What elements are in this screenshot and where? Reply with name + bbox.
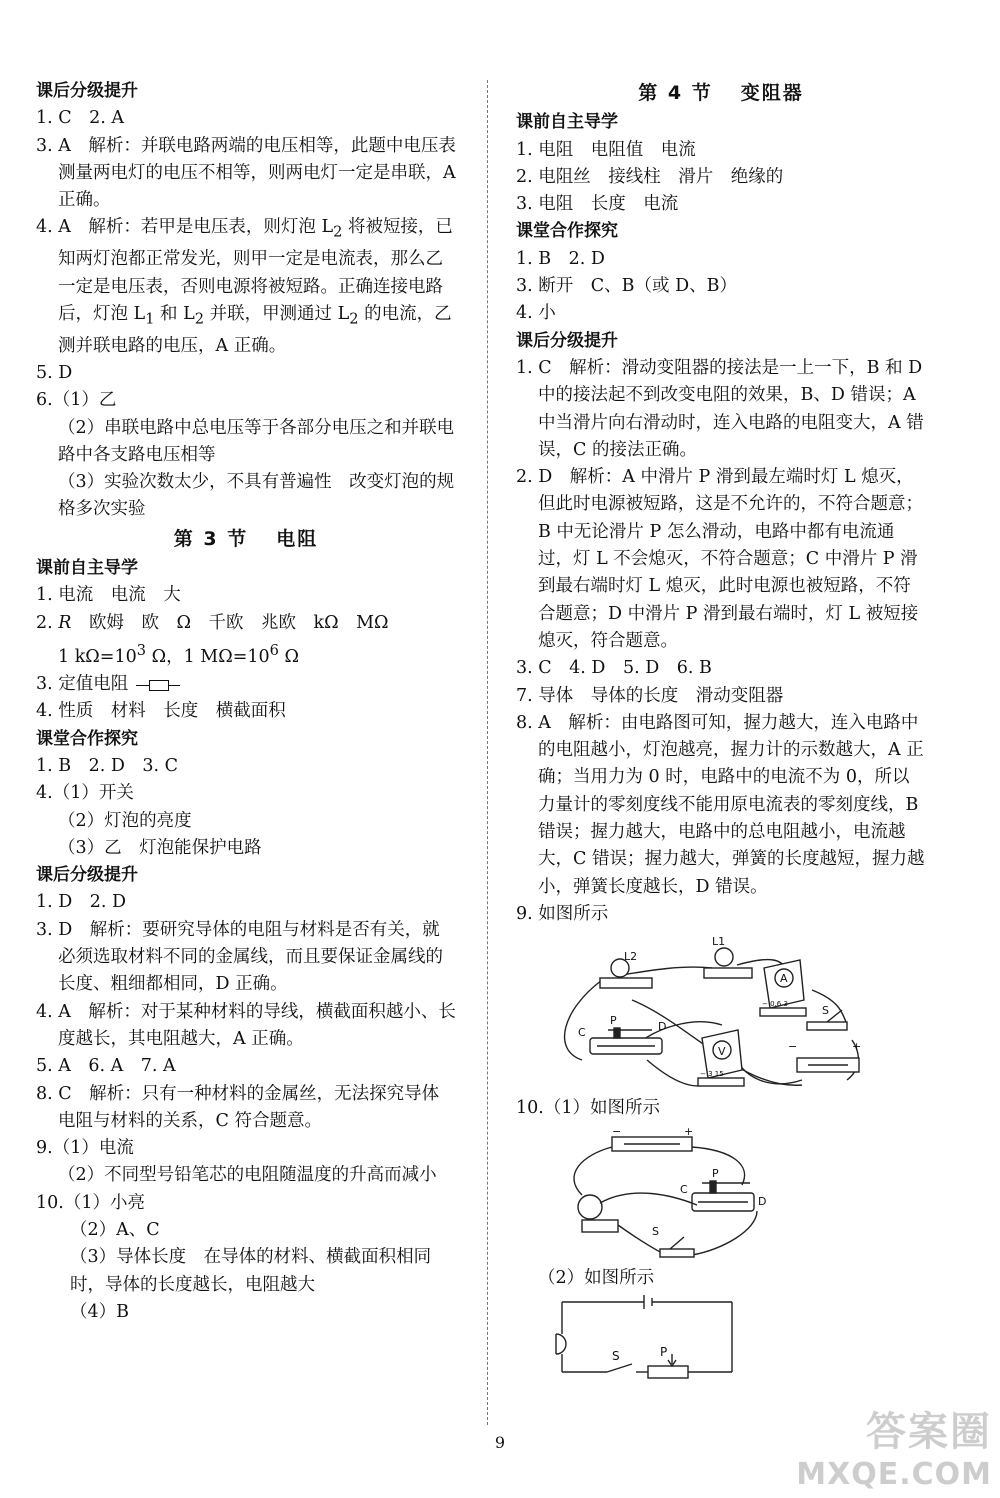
section-title: 第 3 节 电阻 (173, 527, 319, 550)
answer-line: 7. 导体 导体的长度 滑动变阻器 (516, 685, 784, 706)
label-P: P (712, 1166, 719, 1180)
resistor-symbol-icon (136, 680, 180, 690)
answer-line: 9. 如图所示 (516, 903, 609, 924)
circuit-figure-10-2 (552, 1294, 752, 1384)
label-S: S (652, 1224, 659, 1238)
answer-line: 3. C 4. D 5. D 6. B (516, 658, 712, 679)
answer-line: 1. 电阻 电阻值 电流 (516, 139, 696, 160)
answer-line: 3. 定值电阻 (36, 671, 456, 698)
section-title: 第 4 节 变阻器 (638, 82, 804, 104)
circuit-figure-9 (542, 930, 872, 1095)
label-plus: + (852, 1040, 862, 1054)
label-P: P (610, 1014, 617, 1028)
answer-line: 3. 电阻 长度 电流 (516, 194, 679, 215)
label-V: V (718, 1045, 726, 1059)
answer-line: 6.（1）乙 (36, 390, 117, 411)
answer-subline: （3）乙 灯泡能保护电路 (58, 837, 262, 858)
answer-line: 5. D (36, 362, 73, 383)
answer-line: 8. A 解析：由电路图可知，握力越大，连入电路中的电阻越小，灯泡越亮，握力计的示数越大，A 正确；当用力为 0 时，电路中的电流不为 0，所以力量计的零刻度线不能用原电流表的零刻度线，B 错误；握力越大，电路中的总电阻越小，电流越大，C 错误；握力越大，弹簧的长度越短，握力越小，弹簧长度越长，D 错误。 (516, 712, 925, 897)
answer-line: 4.（1）开关 (36, 783, 134, 804)
answer-line: 10.（1）小亮 (36, 1192, 145, 1213)
section-heading: 课后分级提升 (36, 81, 138, 101)
section-heading: 课前自主导学 (36, 558, 138, 579)
right-column (516, 78, 926, 1384)
label-P: P (660, 1344, 668, 1359)
answer-line: 3. A 解析：并联电路两端的电压相等，此题中电压表测量两电灯的电压不相等，则两电灯一定是串联，A 正确。 (36, 135, 456, 211)
answer-line: 2. 电阻丝 接线柱 滑片 绝缘的 (516, 166, 784, 187)
answer-subline: （2）串联电路中总电压等于各部分电压之和并联电路中各支路电压相等 (58, 417, 455, 465)
answer-subline: （2）灯泡的亮度 (58, 810, 192, 831)
page-number: 9 (494, 1433, 506, 1452)
label-minus: − (612, 1124, 622, 1138)
label-plus: + (684, 1124, 694, 1138)
label-L1: L1 (712, 935, 726, 949)
column-divider (487, 80, 488, 1425)
answer-subline: （2）不同型号铅笔芯的电阻随温度的升高而减小 (58, 1165, 437, 1186)
section-heading: 课堂合作探究 (36, 728, 138, 749)
label-C: C (680, 1182, 688, 1196)
answer-line: 1. C 解析：滑动变阻器的接法是一上一下，B 和 D 中的接法起不到改变电阻的效果，B、D 错误；A 中当滑片向右滑动时，连入电路的电阻变大，A 错误，C 的接法正确。 (516, 357, 924, 460)
section-heading: 课堂合作探究 (516, 221, 618, 242)
label-C: C (578, 1026, 586, 1040)
answer-line: 8. C 解析：只有一种材料的金属丝，无法探究导体电阻与材料的关系，C 符合题意。 (36, 1083, 440, 1131)
answer-line: 1. D 2. D (36, 892, 127, 913)
section-heading: 课后分级提升 (516, 330, 618, 351)
answer-line: 3. 断开 C、B（或 D、B） (516, 276, 737, 297)
answer-line: 4. 性质 材料 长度 横截面积 (36, 701, 286, 722)
watermark-url: MXQE.COM (796, 1457, 992, 1492)
label-D: D (658, 1020, 667, 1034)
label-D: D (758, 1194, 767, 1208)
answer-line: 9.（1）电流 (36, 1138, 134, 1159)
watermark-logo: 答案圈 (866, 1409, 992, 1455)
section-heading: 课前自主导学 (516, 112, 618, 133)
watermark (796, 1400, 992, 1492)
label-S: S (822, 1004, 829, 1018)
label-A: A (780, 972, 788, 986)
voltmeter-scale: − 3 15 (700, 1070, 724, 1079)
answer-subline: （2）A、C (70, 1220, 160, 1240)
answer-subline: 1 $k\Omega=10^3$ Ω，1 $M\Omega=10^6$ Ω (58, 641, 300, 667)
answer-line: 1. C 2. A (36, 108, 125, 129)
answer-line: 4. A 解析：对于某种材料的导线，横截面积越小、长度越长，其电阻越大，A 正确。 (36, 1001, 456, 1049)
answer-subline: （2）如图所示 (538, 1267, 655, 1288)
answer-line: 1. B 2. D 3. C (36, 755, 179, 776)
label-L2: L2 (624, 950, 638, 964)
answer-line: 1. B 2. D (516, 248, 605, 269)
answer-line: 2. D 解析：A 中滑片 P 滑到最左端时灯 L 熄灭，但此时电源被短路，这是不允许的，不符合题意；B 中无论滑片 P 怎么滑动，电路中都有电流通过，灯 L 不会熄灭，不符合题意；C 中滑片 P 滑到最右端时灯 L 熄灭，此时电源也被短路，不符合题意；D 中滑片 P 滑到最右端时，灯 L 被短接熄灭，符合题意。 (516, 467, 923, 651)
answer-subline: （4）B (70, 1301, 129, 1322)
answer-line: 10.（1）如图所示 (516, 1098, 660, 1119)
section-heading: 课后分级提升 (36, 865, 138, 886)
ammeter-scale: − 0.6 3 (762, 1000, 788, 1009)
label-S: S (612, 1348, 620, 1363)
label-minus: − (788, 1040, 798, 1054)
answer-line: 4. A 解析：若甲是电压表，则灯泡 $L_2$ 将被短接，已知两灯泡都正常发光，则甲一定是电流表，那么乙一定是电压表，否则电源将被短路。正确连接电路后，灯泡 $L_1$ 和 $L_2$ 并联，甲测通过 $L_2$ 的电流，乙测并联电路的电压，A 正确。 (36, 217, 453, 356)
answer-line: 4. 小 (516, 303, 556, 324)
answer-line: 3. D 解析：要研究导体的电阻与材料是否有关，就必须选取材料不同的金属线，而且要保证金属线的长度、粗细都相同，D 正确。 (36, 919, 443, 995)
circuit-figure-10-1 (552, 1125, 792, 1265)
left-column (36, 78, 456, 1326)
answer-subline: （3）导体长度 在导体的材料、横截面积相同时，导体的长度越长，电阻越大 (70, 1247, 432, 1295)
answer-subline: （3）实验次数太少，不具有普遍性 改变灯泡的规格多次实验 (58, 472, 455, 520)
answer-line: 1. 电流 电流 大 (36, 585, 181, 606)
answer-line: 5. A 6. A 7. A (36, 1056, 176, 1077)
answer-line: 2. R 欧姆 欧 Ω 千欧 兆欧 kΩ MΩ (36, 612, 389, 633)
